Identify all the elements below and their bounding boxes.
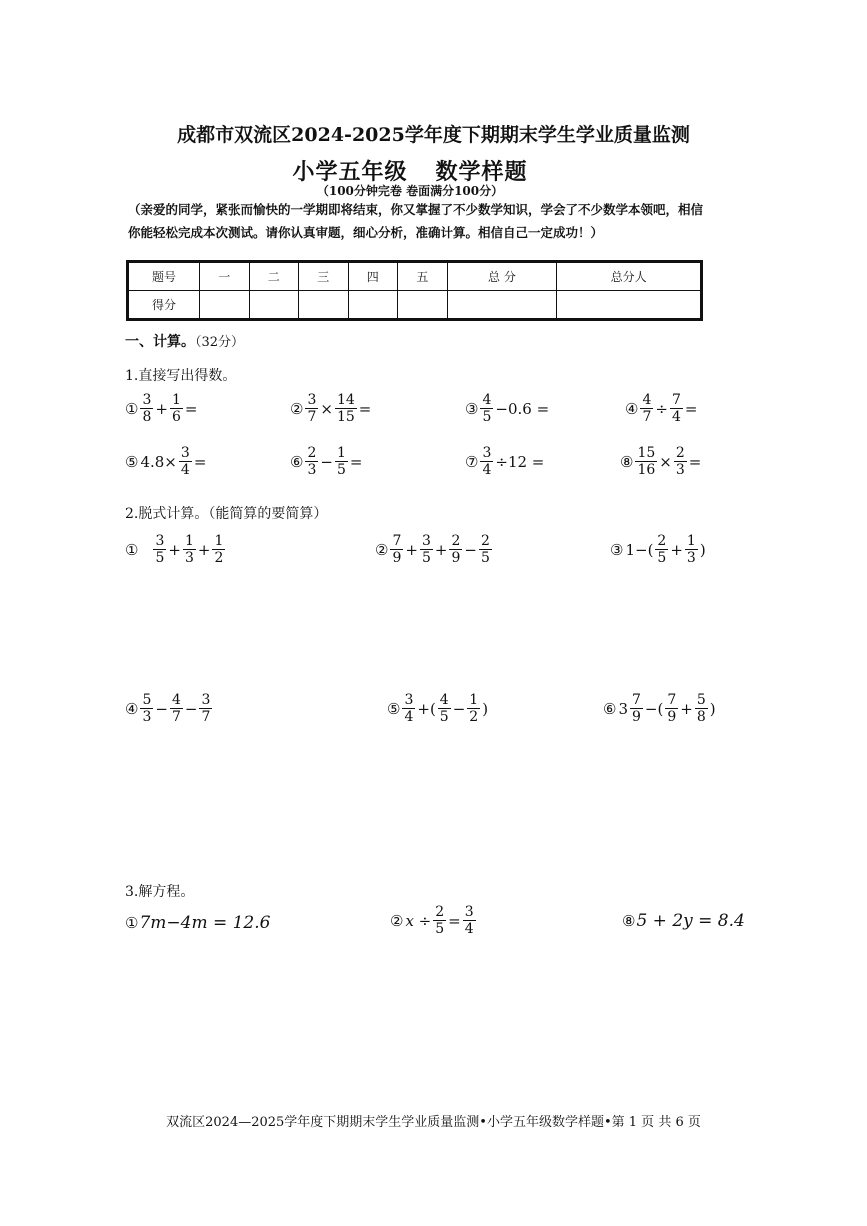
expression-lead: 1−( <box>625 540 654 559</box>
denominator: 2 <box>214 550 224 566</box>
fraction <box>402 692 415 725</box>
q3-item-1 <box>125 913 270 933</box>
fraction <box>335 445 348 478</box>
score-cell: 三 <box>299 262 349 291</box>
numerator: 3 <box>142 392 152 408</box>
equals-sign: = <box>358 399 372 418</box>
subject-label: 数学样题 <box>435 159 528 185</box>
operator: + <box>434 540 448 559</box>
exam-subtitle: （100分钟完卷 卷面满分100分） <box>316 184 504 198</box>
operator: ÷ <box>655 399 668 418</box>
q3-title: 3.解方程。 <box>125 884 195 900</box>
numerator: 2 <box>675 445 685 461</box>
equals-sign: = <box>684 399 698 418</box>
numerator: 4 <box>171 692 181 708</box>
score-cell: 总 分 <box>447 262 557 291</box>
q2-item-1 <box>125 533 226 566</box>
fraction <box>480 445 493 478</box>
section-1-points: （32分） <box>195 335 245 350</box>
q1-item-8 <box>620 445 702 478</box>
item-mark: ⑧ <box>620 452 634 471</box>
denominator: 3 <box>184 550 194 566</box>
fraction <box>670 392 683 425</box>
fraction <box>140 692 153 725</box>
q1-title: 1.直接写出得数。 <box>125 368 237 384</box>
numerator: 3 <box>404 692 414 708</box>
item-mark: ⑦ <box>465 452 479 471</box>
denominator: 4 <box>482 462 492 478</box>
equation-text: 7m−4m = 12.6 <box>139 913 271 933</box>
denominator: 7 <box>171 709 181 725</box>
fraction <box>655 533 668 566</box>
fraction <box>665 692 678 725</box>
q1-item-4 <box>625 392 698 425</box>
numerator: 3 <box>180 445 190 461</box>
operator: + <box>168 540 181 559</box>
q1-item-3 <box>465 392 550 425</box>
denominator: 3 <box>142 709 152 725</box>
operator: −( <box>644 699 664 718</box>
fraction <box>153 533 166 566</box>
fraction <box>635 445 657 478</box>
item-mark: ② <box>390 911 404 930</box>
fraction <box>480 392 493 425</box>
numerator: 2 <box>435 904 445 920</box>
item-mark: ⑤ <box>125 452 139 471</box>
equals-sign: = <box>193 452 207 471</box>
fraction <box>170 392 183 425</box>
numerator: 5 <box>142 692 152 708</box>
operator: + <box>670 540 683 559</box>
operator: + <box>155 399 168 418</box>
fraction <box>467 692 480 725</box>
section-1-heading <box>125 331 244 351</box>
equation-text: 5 + 2y = 8.4 <box>636 911 745 931</box>
score-blank-cell[interactable] <box>557 291 702 320</box>
score-table-header-row <box>128 262 702 291</box>
fraction <box>420 533 433 566</box>
q1-item-1 <box>125 392 198 425</box>
q2-item-3 <box>610 533 707 566</box>
denominator: 7 <box>201 709 211 725</box>
operator: × <box>659 452 672 471</box>
denominator: 9 <box>451 550 461 566</box>
denominator: 3 <box>307 462 317 478</box>
score-blank-cell[interactable] <box>249 291 299 320</box>
fraction <box>199 692 212 725</box>
score-table <box>126 260 703 321</box>
denominator: 4 <box>464 921 474 937</box>
closing-paren: ) <box>699 540 706 559</box>
numerator: 2 <box>307 445 317 461</box>
score-cell: 五 <box>398 262 448 291</box>
denominator: 8 <box>696 709 706 725</box>
numerator: 3 <box>482 445 492 461</box>
denominator: 5 <box>435 921 445 937</box>
denominator: 7 <box>642 409 652 425</box>
score-blank-cell[interactable] <box>200 291 250 320</box>
numerator: 5 <box>696 692 706 708</box>
numerator: 3 <box>464 904 474 920</box>
denominator: 5 <box>421 550 431 566</box>
denominator: 5 <box>439 709 449 725</box>
expression-lead: x ÷ <box>405 911 432 930</box>
expression-lead: 4.8× <box>140 452 177 471</box>
fraction <box>630 692 643 725</box>
score-blank-cell[interactable] <box>299 291 349 320</box>
fraction <box>179 445 192 478</box>
q2-item-6 <box>603 692 717 725</box>
score-blank-cell[interactable] <box>348 291 398 320</box>
fraction <box>449 533 462 566</box>
score-cell: 二 <box>249 262 299 291</box>
denominator: 6 <box>171 409 181 425</box>
numerator: 14 <box>336 392 355 408</box>
q1-item-5 <box>125 445 207 478</box>
numerator: 4 <box>482 392 492 408</box>
closing-paren: ) <box>482 699 489 718</box>
numerator: 4 <box>642 392 652 408</box>
section-1-title: 一、计算。 <box>125 334 195 350</box>
q1-item-6 <box>290 445 363 478</box>
denominator: 4 <box>404 709 414 725</box>
item-mark: ⑧ <box>622 912 636 930</box>
fraction <box>305 392 318 425</box>
fraction <box>479 533 492 566</box>
operator: − <box>452 699 466 718</box>
item-mark: ⑥ <box>603 699 617 718</box>
score-blank-cell[interactable] <box>398 291 448 320</box>
score-blank-cell[interactable] <box>447 291 557 320</box>
denominator: 16 <box>637 462 656 478</box>
expression-rest: ÷12 = <box>495 452 545 471</box>
fraction <box>640 392 653 425</box>
denominator: 5 <box>155 550 165 566</box>
item-mark: ⑤ <box>387 699 401 718</box>
numerator: 3 <box>155 533 165 549</box>
numerator: 3 <box>307 392 317 408</box>
numerator: 7 <box>392 533 402 549</box>
intro-paragraph: （亲爱的同学，紧张而愉快的一学期即将结束，你又掌握了不少数学知识，学会了不少数学本领吧，相信你能轻松完成本次测试。请你认真审题，细心分析，准确计算。相信自己一定成功！） <box>128 202 704 240</box>
score-cell: 总分人 <box>557 262 702 291</box>
operator: − <box>464 540 477 559</box>
operator: + <box>405 540 418 559</box>
numerator: 7 <box>632 692 641 708</box>
numerator: 4 <box>439 692 449 708</box>
grade-label: 小学五年级 <box>292 159 408 185</box>
operator: +( <box>417 699 436 718</box>
denominator: 5 <box>482 409 492 425</box>
fraction <box>438 692 451 725</box>
denominator: 3 <box>686 550 696 566</box>
q1-item-2 <box>290 392 372 425</box>
numerator: 2 <box>657 533 667 549</box>
item-mark: ② <box>290 399 304 418</box>
item-mark: ③ <box>610 540 624 559</box>
numerator: 2 <box>480 533 490 549</box>
numerator: 15 <box>637 445 656 461</box>
item-mark: ③ <box>465 399 479 418</box>
q1-item-7 <box>465 445 545 478</box>
denominator: 9 <box>392 550 402 566</box>
numerator: 1 <box>214 533 224 549</box>
expression-rest: −0.6 = <box>495 399 550 418</box>
numerator: 7 <box>667 692 677 708</box>
score-cell: 题号 <box>128 262 200 291</box>
fraction <box>685 533 698 566</box>
operator: − <box>155 699 168 718</box>
fraction <box>170 692 183 725</box>
denominator: 15 <box>336 409 355 425</box>
denominator: 5 <box>336 462 346 478</box>
denominator: 7 <box>307 409 317 425</box>
denominator: 3 <box>675 462 685 478</box>
numerator: 3 <box>421 533 431 549</box>
item-mark: ④ <box>625 399 639 418</box>
score-row-label: 得分 <box>128 291 200 320</box>
q2-item-4 <box>125 692 213 725</box>
numerator: 1 <box>171 392 181 408</box>
page-footer: 双流区2024—2025学年度下期期末学生学业质量监测•小学五年级数学样题•第 1 页 共 6 页 <box>166 1115 701 1130</box>
equals-sign: = <box>184 399 198 418</box>
denominator: 8 <box>142 409 152 425</box>
score-cell: 一 <box>200 262 250 291</box>
denominator: 5 <box>480 550 490 566</box>
fraction <box>305 445 318 478</box>
q3-item-3 <box>622 911 745 931</box>
numerator: 1 <box>469 692 479 708</box>
item-mark: ① <box>125 914 139 932</box>
equals-sign: = <box>688 452 702 471</box>
numerator: 1 <box>336 445 346 461</box>
numerator: 1 <box>686 533 696 549</box>
q2-title: 2.脱式计算。（能简算的要简算） <box>125 506 328 522</box>
expression-lead: 3 <box>618 699 628 718</box>
denominator: 5 <box>657 550 667 566</box>
closing-paren: ) <box>709 699 716 718</box>
fraction <box>183 533 196 566</box>
operator: − <box>320 452 333 471</box>
fraction <box>695 692 708 725</box>
operator: + <box>680 699 693 718</box>
operator: − <box>184 699 198 718</box>
fraction <box>390 533 403 566</box>
fraction <box>335 392 357 425</box>
denominator: 2 <box>469 709 479 725</box>
denominator: 4 <box>180 462 190 478</box>
exam-title: 成都市双流区2024-2025学年度下期期末学生学业质量监测 <box>177 124 690 146</box>
operator: + <box>197 540 211 559</box>
denominator: 4 <box>671 409 681 425</box>
fraction <box>674 445 687 478</box>
denominator: 9 <box>632 709 641 725</box>
q2-item-5 <box>387 692 489 725</box>
fraction <box>463 904 476 937</box>
item-mark: ④ <box>125 699 139 718</box>
item-mark: ① <box>125 540 139 559</box>
equals-sign: = <box>448 911 461 930</box>
score-table-score-row <box>128 291 702 320</box>
fraction <box>212 533 225 566</box>
score-cell: 四 <box>348 262 398 291</box>
q3-item-2 <box>390 904 477 937</box>
numerator: 2 <box>451 533 461 549</box>
fraction <box>433 904 446 937</box>
fraction <box>140 392 153 425</box>
item-mark: ② <box>375 540 389 559</box>
equals-sign: = <box>349 452 363 471</box>
denominator: 9 <box>667 709 677 725</box>
item-mark: ⑥ <box>290 452 304 471</box>
numerator: 7 <box>671 392 681 408</box>
operator: × <box>320 399 333 418</box>
numerator: 3 <box>201 692 211 708</box>
item-mark: ① <box>125 399 139 418</box>
q2-item-2 <box>375 533 493 566</box>
numerator: 1 <box>184 533 194 549</box>
